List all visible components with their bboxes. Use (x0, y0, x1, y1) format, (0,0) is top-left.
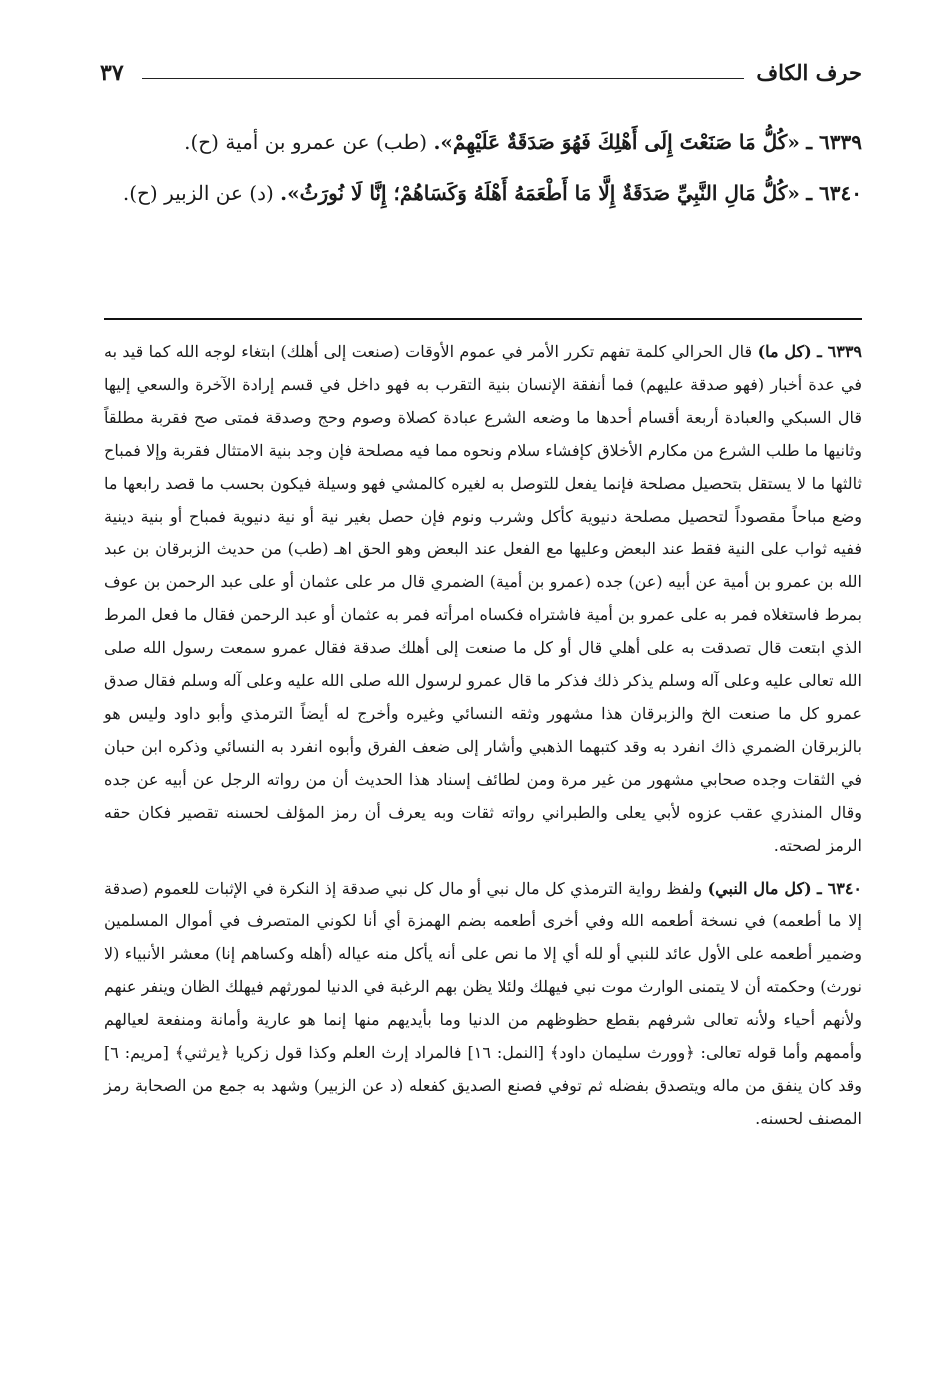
page-number: ٣٧ (100, 60, 124, 86)
hadith-text: «كُلُّ مَا صَنَعْتَ إِلَى أَهْلِكَ فَهُوَ صَدَقَةٌ عَلَيْهِمْ». (433, 130, 800, 154)
commentary-number: ٦٣٤٠ ـ (817, 878, 862, 898)
commentary-text: قال الحرالي كلمة تفهم تكرر الأمر في عموم الأوقات (صنعت إلى أهلك) ابتغاء لوجه الله كما قيد به في عدة أخبار (فهو صدقة عليهم) فما أنفقة الإنسان بنية التقرب به فهو داخل في قسم إرادة الآخرة والسعي إليها قال السبكي والعبادة أربعة أقسام أحدها ما وضعه الشرع عبادة كصلاة وصوم وحج وصدقة فمتى صح فقربة مطلقاً وثانيها ما طلب الشرع من مكارم الأخلاق كإفشاء سلام ونحوه مما فيه مصلحة فإن وجد بنية الامتثال فقربة وإلا فمباح ثالثها ما لا يستقل بتحصيل مصلحة فإنما يفعل للتوصل به لغيره كالمشي فهو وسيلة فيكون بحسب ما قصد رابعها ما وضع مباحاً مقصوداً لتحصيل مصلحة دنيوية كأكل وشرب ونوم فإن حصل بغير نية أو نية دنيوية فمباح أو بنية دينية ففيه ثواب على النية فقط عند البعض وعليها مع الفعل عند البعض وهو الحق اهـ (طب) من حديث الزبرقان بن عبد الله بن عمرو بن أمية عن أبيه (عن) جده (عمرو بن أمية) الضمري قال مر على عثمان أو على عبد الرحمن بن عوف بمرط فاستغلاه فمر به على عمرو بن أمية فاشتراه فكساه امرأته فمر به عثمان أو عبد الرحمن فقال ما فعل المرط الذي ابتعت قال تصدقت به على أهلي قال أو كل ما صنعت إلى أهلك صدقة فقال عمرو سمعت رسول الله صلى الله تعالى عليه وعلى آله وسلم يذكر ذلك فذكر ما قال عمرو لرسول الله صلى الله عليه وعلى آله وسلم فقال صدق عمرو كل ما صنعت الخ والزبرقان هذا مشهور وثقه النسائي وغيره وأخرج له أيضاً الترمذي وأبو داود وليس هو بالزبرقان الضمري ذاك انفرد به وقد كتبهما الذهبي وأشار إلى ضعف الفرق وأبوه انفرد به النسائي وذكره ابن حبان في الثقات وجده صحابي مشهور من غير مرة ومن لطائف إسناد هذا الحديث أن من رواته الرجل عن أبيه عن جده وقال المنذري عقب عزوه لأبي يعلى والطبراني رواته ثقات وبه يعرف أن رمز المؤلف لحسنه تقصير فكان حقه الرمز لصحته. (104, 342, 863, 855)
commentary-entry (104, 873, 862, 1136)
chapter-title: حرف الكاف (756, 60, 862, 85)
commentary-term: (كل ما) (757, 342, 812, 361)
hadith-entry (104, 169, 862, 218)
commentary-number: ٦٣٣٩ ـ (817, 342, 862, 361)
footnote-divider (104, 318, 862, 320)
commentary-term: (كل مال النبي) (707, 878, 812, 898)
main-text (104, 118, 862, 220)
hadith-entry (104, 118, 862, 167)
hadith-number: ٦٣٣٩ ـ (806, 130, 862, 154)
hadith-source: (د) عن الزبير (ح). (122, 181, 274, 205)
commentary-entry (104, 336, 862, 863)
hadith-number: ٦٣٤٠ ـ (806, 181, 862, 205)
commentary-section (104, 336, 862, 1136)
hadith-text: «كُلُّ مَالِ النَّبِيِّ صَدَقَةٌ إِلَّا مَا أَطْعَمَهُ أَهْلَهُ وَكَسَاهُمْ؛ إِنَّا لَا نُورَثُ». (280, 181, 800, 205)
commentary-text: ولفظ رواية الترمذي كل مال نبي أو مال كل نبي صدقة إذ النكرة في الإثبات للعموم (صدقة إلا ما أطعمه) في نسخة أطعمه الله وفي أخرى أطعمه بضم الهمزة أي أنا لكوني المتصرف في أموال المسلمين وضمير أطعمه على الأول عائد للنبي أو لله أي إلا ما نص على أنه يأكل منه عياله (أهله وكساهم إنا) معشر الأنبياء (لا نورث) وحكمته أن لا يتمنى الوارث موت نبي فيهلك ولئلا يظن بهم الرغبة في الدنيا لمورثهم فيهلك الظان وينفر عنهم ولأنهم أحياء ولأنه تعالى شرفهم بقطع حظوظهم من الدنيا وما بأيديهم منها إنما هو عارية وأمانة ومنفعة لعيالهم وأممهم وأما قوله تعالى: ﴿وورث سليمان داود﴾ [النمل: ١٦] فالمراد إرث العلم وكذا قول زكريا ﴿يرثني﴾ [مريم: ٦] وقد كان ينفق من ماله ويتصدق بفضله ثم توفي فصنع الصديق كفعله (د عن الزبير) وشهد به جمع من الصحابة رمز المصنف لحسنه. (104, 878, 863, 1128)
page-header (100, 56, 862, 92)
hadith-source: (طب) عن عمرو بن أمية (ح). (184, 130, 428, 154)
header-rule (142, 78, 744, 79)
